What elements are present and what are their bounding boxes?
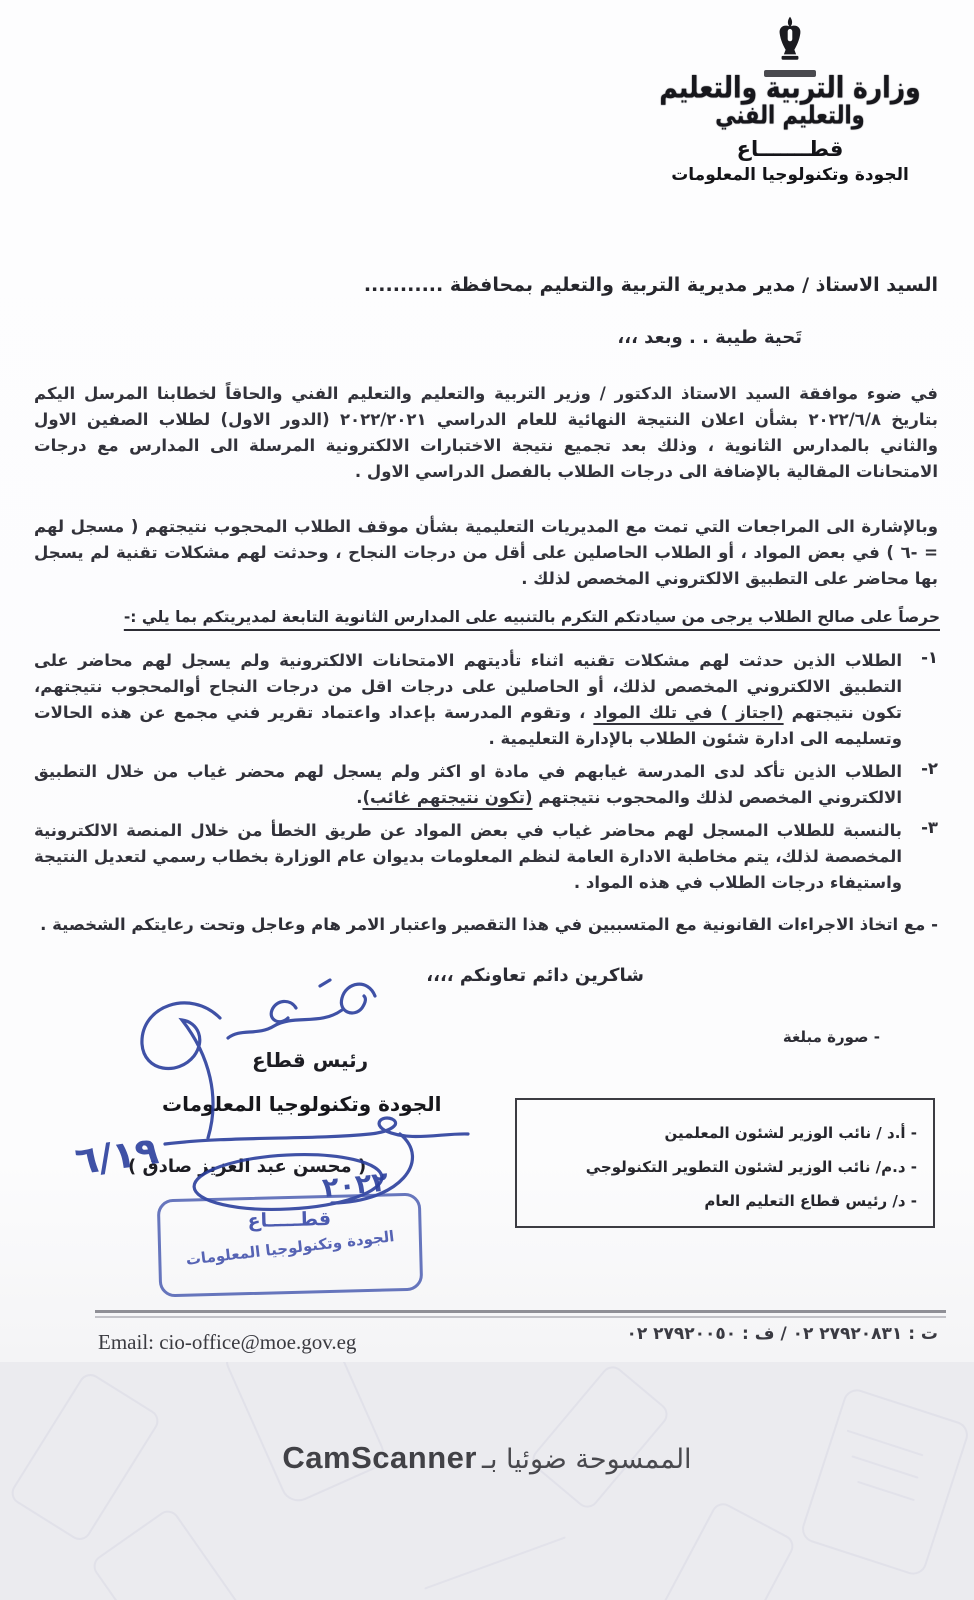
signatory-title: رئيس قطاع [252, 1048, 369, 1072]
camscanner-strip [0, 1362, 974, 1600]
ministry-calligraphy [640, 70, 940, 129]
legal-note: - مع اتخاذ الاجراءات القانونية مع المتسببين في هذا التقصير واعتبار الامر هام وعاجل وتحت رعايتكم الشخصية . [40, 915, 938, 934]
cc-entry: - أ.د / نائب الوزير لشئون المعلمين [664, 1124, 917, 1142]
cc-entry: - د.م/ نائب الوزير لشئون التطوير التكنولوجي [585, 1158, 917, 1176]
signature-stroke [271, 1001, 296, 1021]
closing-line: شاكرين دائم تعاونكم ،،،، [426, 965, 644, 986]
camscanner-caption-arabic: الممسوحة ضوئيا بـ [482, 1444, 692, 1475]
email-line: Email: cio-office@moe.gov.eg [98, 1330, 357, 1354]
item-text-underlined: (اجتاز ) في تلك المواد [593, 703, 784, 722]
paragraph-2: وبالإشارة الى المراجعات التي تمت مع المديريات التعليمية بشأن موقف الطلاب المحجوب نتيجتهم ( مسجل لهم = -٦ ) في بعض المواد ، أو الطلاب الحاصلين على أقل من درجات النجاح ، وحدثت لهم مشكلات تقنية لم يسجل بها محاضر على التطبيق الالكتروني المخصص لذلك . [34, 517, 938, 588]
item-text [34, 818, 902, 896]
camscanner-brand: CamScanner [282, 1440, 477, 1475]
phone-doodle-icon [89, 1506, 251, 1600]
item-text [34, 648, 902, 752]
footer-divider-top [95, 1310, 946, 1313]
item-number: ١- [921, 648, 938, 667]
stamp-line1: قطـــــاع [247, 1207, 332, 1233]
doodle-line [424, 1536, 566, 1589]
ministry-name-line1: وزارة التربية والتعليم [659, 70, 921, 105]
instructions-list [34, 648, 938, 903]
item-text-post: . [356, 788, 363, 807]
paragraph-1: في ضوء موافقة السيد الاستاذ الدكتور / وزير التربية والتعليم والتعليم الفني والحاقاً لخطابنا المرسل اليكم بتاريخ ٢٠٢٢/٦/٨ بشأن اعلان النتيجة النهائية للعام الدراسي ٢٠٢٢/٢٠٢١ (الدور الاول) لطلاب الصفين الاول والثاني بالمدارس الثانوية ، وذلك بعد تجميع نتيجة الاختبارات الالكترونية المرسلة الى المدارس مع درجات الامتحانات المقالية بالإضافة الى درجات الطلاب بالفصل الدراسي الاول . [34, 384, 938, 481]
handwritten-date: ٦/١٩ [72, 1128, 162, 1184]
ministry-name-line2: والتعليم الفني [715, 100, 865, 129]
phone-doodle-icon [220, 1362, 390, 1507]
sector-department: الجودة وتكنولوجيا المعلومات [671, 165, 909, 186]
handwritten-year: ٢٠٢٢ [320, 1166, 390, 1205]
sector-word: قطـــــــاع [736, 137, 844, 162]
list-item [34, 818, 938, 896]
item-text-pre: الطلاب الذين تأكد لدى المدرسة غيابهم في مادة او اكثر ولم يسجل لهم محضر غياب من خلال التطبيق الالكتروني المخصص لذلك والمحجوب نتيجتهم [34, 762, 902, 807]
egypt-eagle-emblem-icon [767, 14, 813, 64]
letterhead [640, 14, 940, 185]
signature-stroke [320, 980, 330, 986]
stamp-line2: الجودة وتكنولوجيا المعلومات [184, 1227, 396, 1269]
signatory-name: ( محسن عبد العزيز صادق ) [128, 1156, 367, 1177]
cc-label: - صورة مبلغة [782, 1028, 880, 1046]
item-number: ٣- [921, 818, 938, 837]
list-item [34, 759, 938, 811]
item-text-pre: بالنسبة للطلاب المسجل لهم محاضر غياب في بعض المواد عن طريق الخطأ من خلال المنصة الالكترونية المخصصة لذلك، يتم مخاطبة الادارة العامة لنظم المعلومات بديوان عام الوزارة بخطاب رسمي لتعديل النتيجة واستيفاء درجات الطلاب في هذه المواد . [34, 821, 902, 892]
phone-doodle-icon [528, 1362, 673, 1513]
phone-doodle-icon [652, 1499, 797, 1600]
date-stroke [165, 1118, 468, 1144]
footer-divider-bottom [95, 1316, 946, 1318]
cc-entry: - د/ رئيس قطاع التعليم العام [704, 1192, 917, 1210]
addressee-line: السيد الاستاذ / مدير مديرية التربية والتعليم بمحافظة ........... [363, 274, 938, 296]
phone-fax-line: ت : ٢٧٩٢٠٨٣١ ٠٢ / ف : ٢٧٩٢٠٠٥٠ ٠٢ [626, 1324, 938, 1344]
item-text-underlined: (تكون نتيجتهم غائب) [362, 788, 533, 807]
signature-stroke [341, 984, 375, 1013]
item-text [34, 759, 902, 811]
document-doodle-icon [798, 1386, 971, 1578]
notice-heading: حرصاً على صالح الطلاب يرجى من سيادتكم التكرم بالتنبيه على المدارس الثانوية التابعة لمديريتكم بما يلي :- [123, 608, 940, 626]
cc-box [515, 1098, 935, 1228]
signature-stroke [142, 1003, 220, 1138]
item-number: ٢- [921, 759, 938, 778]
greeting-line: تَحية طيبة . . وبعد ،،، [617, 327, 802, 348]
item-text-post: ، وتقوم المدرسة بإعداد واعتماد تقرير فني مجمع عن هذه الحالات وتسليمه الى ادارة شئون الطلاب بالإدارة التعليمية . [34, 703, 902, 748]
department-stamp [157, 1193, 423, 1298]
list-item [34, 648, 938, 752]
signatory-department: الجودة وتكنولوجيا المعلومات [162, 1092, 442, 1116]
signature-stroke [228, 1010, 342, 1038]
camscanner-caption [0, 1440, 974, 1476]
item-text-pre: الطلاب الذين حدثت لهم مشكلات تقنيه اثناء تأديتهم الامتحانات الالكترونية ولم يسجل لهم محاضر على التطبيق الالكتروني المخصص لذلك، أو الحاصلين على درجات اقل من درجات النجاح أوالمحجوب نتيجتهم، تكون نتيجتهم [34, 651, 902, 722]
